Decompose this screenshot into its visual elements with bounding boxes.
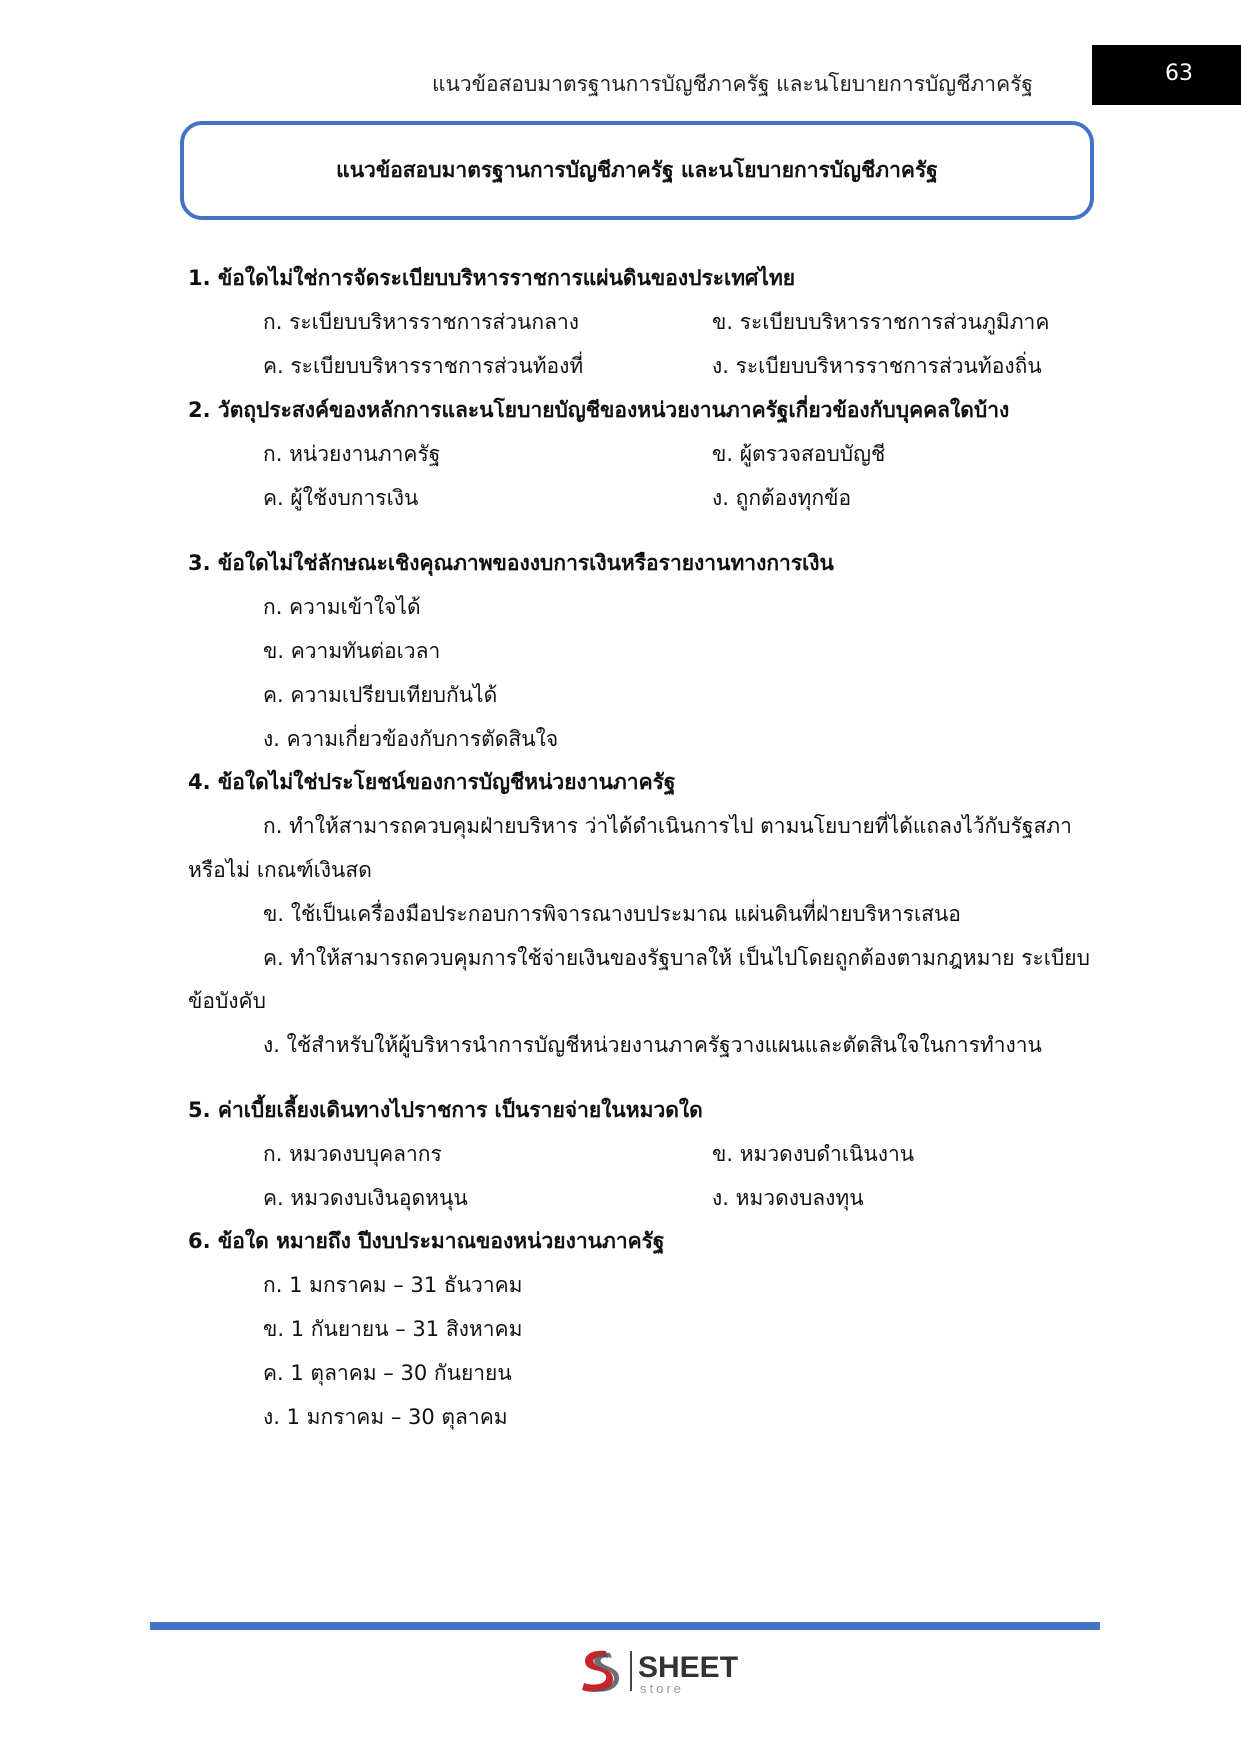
- q4-option-c-cont: ข้อบังคับ: [188, 989, 266, 1013]
- q2-option-d: ง. ถูกต้องทุกข้อ: [712, 486, 852, 510]
- question-3: 3. ข้อใดไม่ใช่ลักษณะเชิงคุณภาพของงบการเงินหรือรายงานทางการเงิน: [188, 551, 834, 575]
- q1-option-d: ง. ระเบียบบริหารราชการส่วนท้องถิ่น: [712, 354, 1042, 378]
- running-header: แนวข้อสอบมาตรฐานการบัญชีภาครัฐ และนโยบายการบัญชีภาครัฐ: [431, 72, 1033, 96]
- page-number: 63: [1165, 61, 1193, 86]
- q5-option-a: ก. หมวดงบบุคลากร: [263, 1142, 442, 1166]
- q4-option-a: ก. ทำให้สามารถควบคุมฝ่ายบริหาร ว่าได้ดำเนินการไป ตามนโยบายที่ได้แถลงไว้กับรัฐสภา: [263, 814, 1072, 838]
- q1-option-a: ก. ระเบียบบริหารราชการส่วนกลาง: [263, 310, 579, 334]
- question-6: 6. ข้อใด หมายถึง ปีงบประมาณของหน่วยงานภาครัฐ: [188, 1229, 665, 1253]
- q4-option-d: ง. ใช้สำหรับให้ผู้บริหารนำการบัญชีหน่วยงานภาครัฐวางแผนและตัดสินใจในการทำงาน: [263, 1033, 1042, 1057]
- page-title: แนวข้อสอบมาตรฐานการบัญชีภาครัฐ และนโยบายการบัญชีภาครัฐ: [336, 158, 938, 182]
- q2-option-b: ข. ผู้ตรวจสอบบัญชี: [712, 442, 886, 466]
- q1-option-c: ค. ระเบียบบริหารราชการส่วนท้องที่: [263, 354, 584, 378]
- q5-option-b: ข. หมวดงบดำเนินงาน: [712, 1142, 915, 1166]
- q2-option-a: ก. หน่วยงานภาครัฐ: [263, 442, 441, 466]
- logo-wordmark: SHEET: [638, 1651, 739, 1684]
- q1-option-b: ข. ระเบียบบริหารราชการส่วนภูมิภาค: [712, 310, 1050, 334]
- question-5: 5. ค่าเบี้ยเลี้ยงเดินทางไปราชการ เป็นรายจ่ายในหมวดใด: [188, 1098, 703, 1122]
- q6-option-d: ง. 1 มกราคม – 30 ตุลาคม: [263, 1405, 508, 1429]
- q6-option-c: ค. 1 ตุลาคม – 30 กันยายน: [263, 1361, 512, 1385]
- question-4: 4. ข้อใดไม่ใช่ประโยชน์ของการบัญชีหน่วยงานภาครัฐ: [188, 770, 676, 794]
- q6-option-b: ข. 1 กันยายน – 31 สิงหาคม: [263, 1317, 523, 1341]
- page-number-box: [1092, 45, 1241, 105]
- q3-option-a: ก. ความเข้าใจได้: [263, 595, 421, 619]
- sheet-store-logo: [576, 1645, 752, 1697]
- q2-option-c: ค. ผู้ใช้งบการเงิน: [263, 486, 419, 510]
- q3-option-d: ง. ความเกี่ยวข้องกับการตัดสินใจ: [263, 727, 559, 751]
- question-2: 2. วัตถุประสงค์ของหลักการและนโยบายบัญชีของหน่วยงานภาครัฐเกี่ยวข้องกับบุคคลใดบ้าง: [188, 398, 1010, 422]
- q6-option-a: ก. 1 มกราคม – 31 ธันวาคม: [263, 1273, 523, 1297]
- question-1: 1. ข้อใดไม่ใช่การจัดระเบียบบริหารราชการแผ่นดินของประเทศไทย: [188, 266, 796, 290]
- q3-option-c: ค. ความเปรียบเทียบกันได้: [263, 683, 498, 707]
- q5-option-c: ค. หมวดงบเงินอุดหนุน: [263, 1186, 468, 1210]
- q4-option-c: ค. ทำให้สามารถควบคุมการใช้จ่ายเงินของรัฐบาลให้ เป็นไปโดยถูกต้องตามกฎหมาย ระเบียบ: [263, 946, 1090, 970]
- q5-option-d: ง. หมวดงบลงทุน: [712, 1186, 864, 1210]
- q3-option-b: ข. ความทันต่อเวลา: [263, 639, 441, 663]
- logo-subtext: store: [640, 1681, 684, 1696]
- logo-s-icon: [582, 1651, 619, 1692]
- title-box: [180, 121, 1094, 220]
- footer-rule: [150, 1622, 1100, 1630]
- q4-option-a-cont: หรือไม่ เกณฑ์เงินสด: [188, 858, 372, 882]
- q4-option-b: ข. ใช้เป็นเครื่องมือประกอบการพิจารณางบประมาณ แผ่นดินที่ฝ่ายบริหารเสนอ: [263, 902, 961, 926]
